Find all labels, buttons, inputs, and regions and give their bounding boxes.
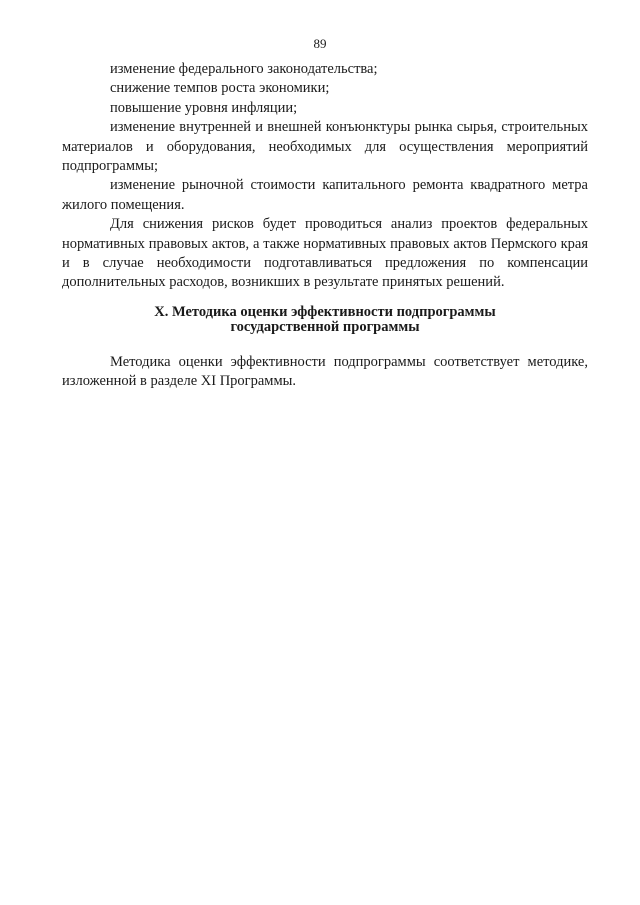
list-item: изменение внутренней и внешней конъюнктуры рынка сырья, строительных материалов и оборудования, необходимых для осуществления мероприятий подпрограммы; (62, 119, 588, 175)
document-body (62, 60, 588, 392)
section-paragraph: Методика оценки эффективности подпрограммы соответствует методике, изложенной в разделе XI Программы. (62, 353, 588, 390)
list-item: повышение уровня инфляции; (110, 99, 298, 116)
list-item: снижение темпов роста экономики; (110, 80, 330, 97)
page-number: 89 (313, 36, 327, 51)
section-title-line-2: государственной программы (230, 318, 420, 335)
risk-mitigation-paragraph: Для снижения рисков будет проводиться анализ проектов федеральных нормативных правовых актов, а также нормативных правовых актов Пермского края и в случае необходимости подготавливаться предложения по компенсации дополнительных расходов, возникших в результате принятых решений. (62, 216, 588, 291)
section-title-line-1: X. Методика оценки эффективности подпрограммы (154, 303, 496, 320)
list-item: изменение федерального законодательства; (110, 61, 378, 77)
list-item: изменение рыночной стоимости капитального ремонта квадратного метра жилого помещения. (62, 177, 588, 213)
section-heading (62, 305, 588, 335)
